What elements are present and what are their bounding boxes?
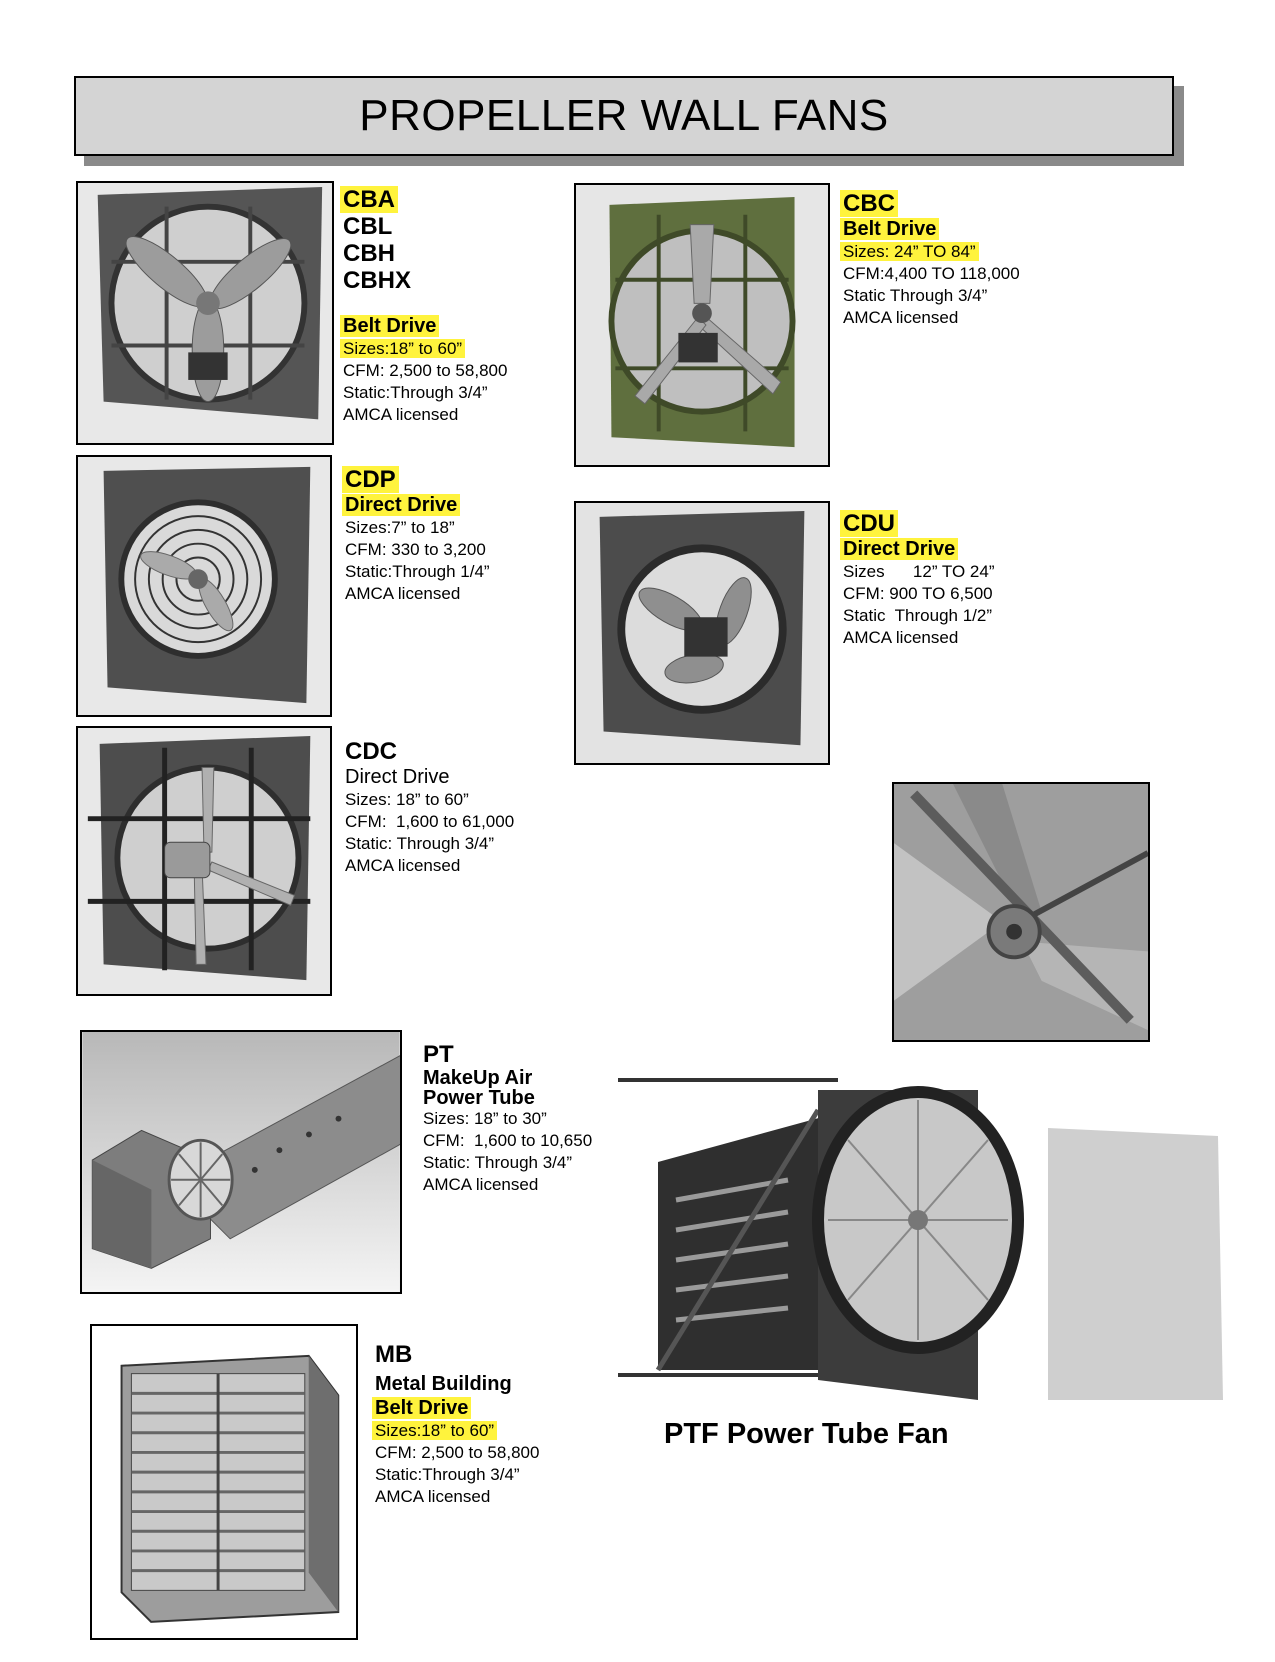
model-cdp xyxy=(342,466,490,493)
cdp-drive-label: Direct Drive xyxy=(342,494,460,516)
hub-closeup-photo xyxy=(892,782,1150,1042)
model-cba-label: CBA xyxy=(340,186,398,213)
model-pt: PT xyxy=(423,1041,454,1068)
cbc-cfm: CFM:4,400 TO 118,000 xyxy=(843,264,1020,283)
cba-cfm: CFM: 2,500 to 58,800 xyxy=(343,361,508,380)
cbc-sizes xyxy=(840,241,1020,263)
model-cdp-label: CDP xyxy=(342,466,399,493)
pt-specs xyxy=(420,1041,592,1196)
cbc-drive xyxy=(840,217,1020,241)
pt-amca: AMCA licensed xyxy=(423,1175,539,1194)
mb-specs xyxy=(372,1341,539,1508)
mb-static: Static:Through 3/4” xyxy=(375,1465,520,1484)
cbc-specs xyxy=(840,190,1020,329)
cdp-drive xyxy=(342,493,490,517)
cdc-sizes: Sizes: 18” to 60” xyxy=(345,790,469,809)
mb-metal-building-photo xyxy=(90,1324,358,1640)
model-cdu xyxy=(840,510,995,537)
model-cbh: CBH xyxy=(343,240,395,267)
cdc-amca: AMCA licensed xyxy=(345,856,461,875)
cdc-cfm: CFM: 1,600 to 61,000 xyxy=(345,812,515,831)
model-mb: MB xyxy=(375,1341,413,1368)
cdu-sizes: Sizes 12” TO 24” xyxy=(843,562,995,581)
mb-sizes-label: Sizes:18” to 60” xyxy=(372,1421,497,1440)
mb-cfm: CFM: 2,500 to 58,800 xyxy=(375,1443,540,1462)
cdp-cfm: CFM: 330 to 3,200 xyxy=(345,540,486,559)
cdp-amca: AMCA licensed xyxy=(345,584,461,603)
cdu-fan-photo xyxy=(574,501,830,765)
page-title: PROPELLER WALL FANS xyxy=(359,91,889,140)
ptf-caption: PTF Power Tube Fan xyxy=(664,1418,949,1450)
cdc-specs xyxy=(342,738,514,877)
cdu-cfm: CFM: 900 TO 6,500 xyxy=(843,584,993,603)
model-cbl: CBL xyxy=(343,213,393,240)
cdu-amca: AMCA licensed xyxy=(843,628,959,647)
cdp-fan-photo xyxy=(76,455,332,717)
mb-drive xyxy=(372,1396,539,1420)
cbc-fan-photo xyxy=(574,183,830,467)
cba-specs xyxy=(340,186,507,426)
cdu-drive xyxy=(840,537,995,561)
pt-subtitle-1: MakeUp Air xyxy=(423,1067,533,1089)
cdc-static: Static: Through 3/4” xyxy=(345,834,494,853)
pt-subtitle-2: Power Tube xyxy=(423,1087,535,1109)
cba-drive-label: Belt Drive xyxy=(340,315,439,337)
model-cbc-label: CBC xyxy=(840,190,898,217)
title-banner xyxy=(74,76,1174,156)
cba-static: Static:Through 3/4” xyxy=(343,383,488,402)
model-cbhx: CBHX xyxy=(343,267,412,294)
cba-amca: AMCA licensed xyxy=(343,405,459,424)
mb-sizes xyxy=(372,1420,539,1442)
cdp-static: Static:Through 1/4” xyxy=(345,562,490,581)
pt-static: Static: Through 3/4” xyxy=(423,1153,572,1172)
cdp-specs xyxy=(342,466,490,605)
pt-cfm: CFM: 1,600 to 10,650 xyxy=(423,1131,593,1150)
cba-fan-photo xyxy=(76,181,334,445)
mb-amca: AMCA licensed xyxy=(375,1487,491,1506)
cdc-fan-photo xyxy=(76,726,332,996)
model-cdu-label: CDU xyxy=(840,510,898,537)
cdu-drive-label: Direct Drive xyxy=(840,538,958,560)
mb-drive-label: Belt Drive xyxy=(372,1397,471,1419)
cbc-static: Static Through 3/4” xyxy=(843,286,988,305)
cbc-sizes-label: Sizes: 24” TO 84” xyxy=(840,242,979,261)
cbc-amca: AMCA licensed xyxy=(843,308,959,327)
pt-power-tube-photo xyxy=(80,1030,402,1294)
cba-drive xyxy=(340,314,507,338)
mb-subtitle: Metal Building xyxy=(375,1373,512,1395)
cdp-sizes: Sizes:7” to 18” xyxy=(345,518,455,537)
model-cbc xyxy=(840,190,1020,217)
cdu-static: Static Through 1/2” xyxy=(843,606,992,625)
cdc-drive: Direct Drive xyxy=(345,766,450,788)
cbc-drive-label: Belt Drive xyxy=(840,218,939,240)
cba-sizes-label: Sizes:18” to 60” xyxy=(340,339,465,358)
model-cdc: CDC xyxy=(345,738,397,765)
cdu-specs xyxy=(840,510,995,649)
pt-sizes: Sizes: 18” to 30” xyxy=(423,1109,547,1128)
ptf-power-tube-fan-photo xyxy=(618,1070,1223,1400)
model-cba xyxy=(340,186,507,213)
cba-sizes xyxy=(340,338,507,360)
